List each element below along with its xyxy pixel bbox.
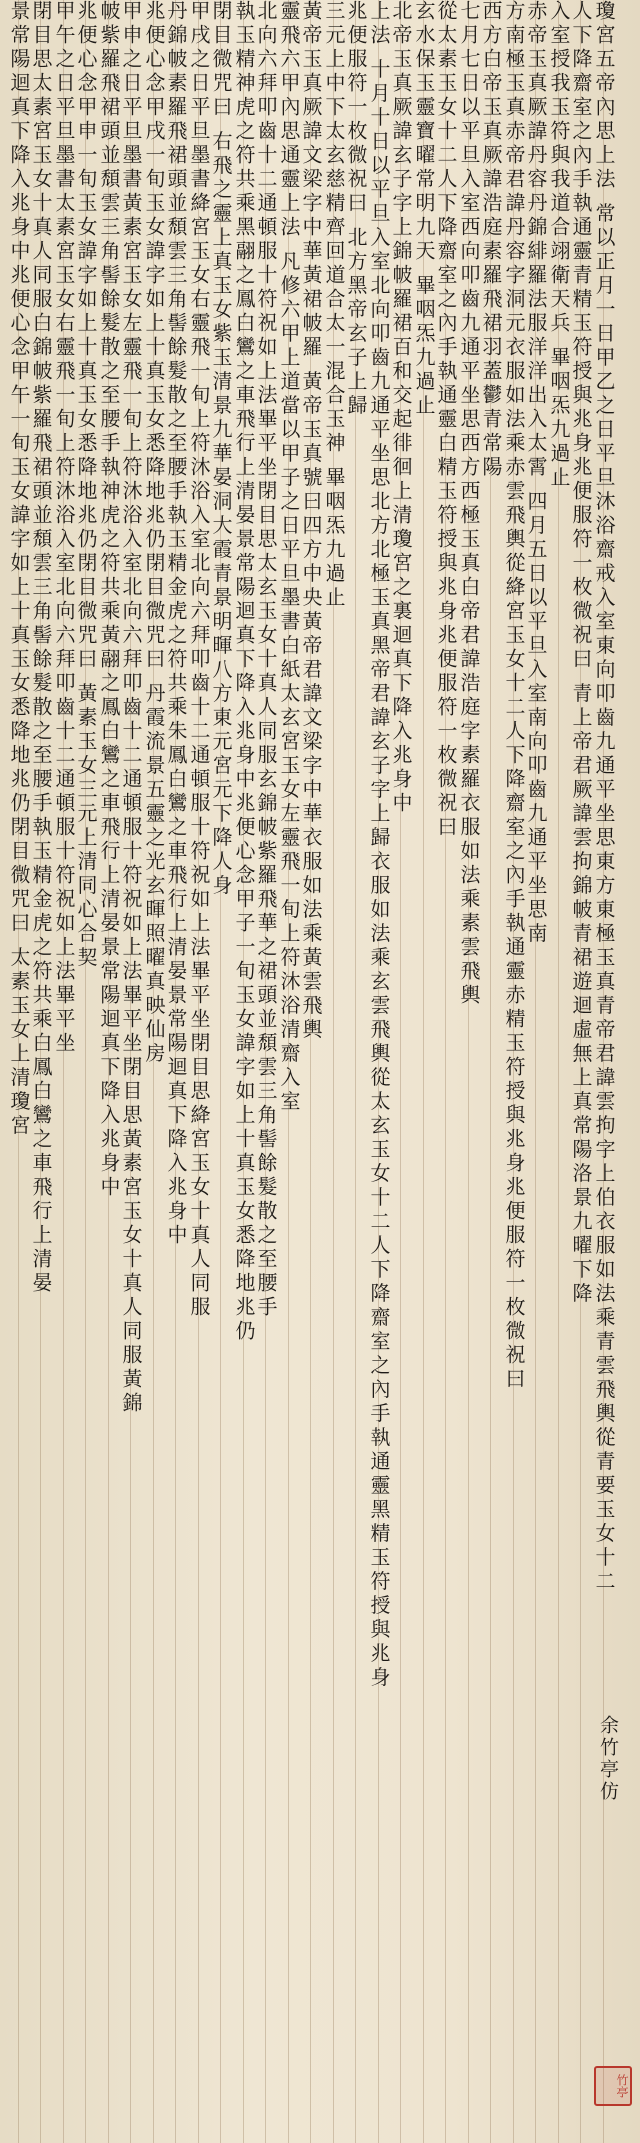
text-column: 七月七日以平旦入室西向叩齒九通平坐思西方西極玉真白帝君諱浩庭字素羅衣服如法乘素雲飛輿 bbox=[457, 0, 481, 1008]
text-column: 兆便服符一枚微祝曰 北方黑帝玄子上歸 bbox=[344, 0, 368, 419]
text-column: 人下降齋室之內手執通靈青精玉符授與兆身兆便服符一枚微祝曰 青上帝君厥諱雲拘錦帔青裙遊迴虛無上真常陽洛景九曜下降 bbox=[569, 0, 593, 1307]
text-column: 玄水保玉靈寶曜常明九天 畢咽炁九過止 bbox=[412, 0, 436, 419]
text-column: 上法 十月十日以平旦入室北向叩齒九通平坐思北方北極玉真黑帝君諱玄子字上歸衣服如法乘玄雲飛輿從太玄玉女十二人下降齋室之內手執通靈黑精玉符授與兆身 bbox=[367, 0, 391, 1691]
text-column: 西方白帝玉真厥諱浩庭素羅飛裙羽蓋鬱青常陽 bbox=[479, 0, 503, 480]
text-column: 赤帝玉真厥諱丹容丹錦緋羅法服洋洋出入太霄 四月五日以平旦入室南向叩齒九通平坐思南 bbox=[524, 0, 548, 947]
text-column: 閉目微咒曰 右飛之靈上真玉女紫玉清景九華晏洞大霞青景明暉八方東元宮元下降人身 bbox=[209, 0, 233, 899]
text-column: 兆便心念甲戌一旬玉女諱字如上十真玉女悉降地兆仍閉目微咒曰 丹霞流景五靈之光玄暉照曜真映仙房 bbox=[142, 0, 166, 1067]
text-column: 甲申之日平旦墨書黃素宮玉女左靈飛一旬上符沐浴入室北向六拜叩齒十二通頓服十符祝如上法畢平坐閉目思黃素宮玉女十真人同服黃錦 bbox=[119, 0, 143, 1416]
text-column: 帔紫羅飛裙頭並頹雲三角髻餘髮散之至腰手執神虎之符共乘黃翮之鳳白鸞之車飛行上清晏景常陽迴真下降入兆身中 bbox=[97, 0, 121, 1200]
text-column: 入室授我玉符與我道合翊衛天兵 畢咽炁九過止 bbox=[547, 0, 571, 491]
signature: 余竹亭仿 bbox=[597, 1715, 619, 1803]
text-column: 三元上中下太玄慈精齊回道合太一混合玉神 畢咽炁九過止 bbox=[322, 0, 346, 611]
text-column: 執玉精神虎之符共乘黑翮之鳳白鸞之車飛行上清晏景常陽迴真下降入兆身中兆便心念甲子一旬玉女諱字如上十真玉女悉降地兆仍 bbox=[232, 0, 256, 1344]
text-column: 瓊宮五帝內思上法 常以正月一日甲乙之日平旦沐浴齋戒入室東向叩齒九通平坐思東方東極玉真青帝君諱雲拘字上伯衣服如法乘青雲飛輿從青要玉女十二 bbox=[592, 0, 616, 1595]
text-column: 景常陽迴真下降入兆身中兆便心念甲午一旬玉女諱字如上十真玉女悉降地兆仍閉目微咒曰 太素玉女上清瓊宮 bbox=[7, 0, 31, 1139]
text-column: 甲午之日平旦墨書太素宮玉女右靈飛一旬上符沐浴入室北向六拜叩齒十二通頓服十符祝如上法畢平坐 bbox=[52, 0, 76, 1056]
text-column: 黃帝玉真厥諱文梁字中華黃裙帔羅 黃帝玉真號曰四方中央黃帝君諱文梁字中華衣服如法乘黃雲飛輿 bbox=[299, 0, 323, 1043]
text-column: 北帝玉真厥諱玄子字上錦帔羅裙百和交起徘徊上清瓊宮之裏迴真下降入兆身中 bbox=[389, 0, 413, 816]
red-seal-stamp: 竹亭 bbox=[594, 2066, 632, 2106]
text-column: 從太素玉女十二人下降齋室之內手執通靈白精玉符授與兆身兆便服符一枚微祝曰 bbox=[434, 0, 458, 840]
text-column: 靈飛六甲內思通靈上法 凡修六甲上道當以甲子之日平旦墨書白紙太玄宮玉女左靈飛一旬上符沐浴清齋入室 bbox=[277, 0, 301, 1115]
text-column: 方南極玉真赤帝君諱丹容字洞元衣服如法乘赤雲飛輿從絳宮玉女十二人下降齋室之內手執通靈赤精玉符授與兆身兆便服符一枚微祝曰 bbox=[502, 0, 526, 1392]
text-column: 丹錦帔素羅飛裙頭並頹雲三角髻餘髮散之至腰手執玉精金虎之符共乘朱鳳白鸞之車飛行上清晏景常陽迴真下降入兆身中 bbox=[164, 0, 188, 1248]
text-column: 兆便心念甲申一旬玉女諱字如上十真玉女悉降地兆仍閉目微咒曰 黃素玉女三元上清同心合契 bbox=[74, 0, 98, 971]
text-column: 閉目思太素宮玉女十真人同服白錦帔紫羅飛裙頭並頹雲三角髻餘髮散之至腰手執玉精金虎之符共乘白鳳白鸞之車飛行上清晏 bbox=[29, 0, 53, 1296]
text-column: 甲戌之日平旦墨書絳宮玉女右靈飛一旬上符沐浴入室北向六拜叩齒十二通頓服十符祝如上法畢平坐閉目思絳宮玉女十真人同服 bbox=[187, 0, 211, 1320]
text-column: 北向六拜叩齒十二通頓服十符祝如上法畢平坐閉目思太玄玉女十真人同服玄錦帔紫羅飛華之裙頭並頹雲三角髻餘髮散之至腰手 bbox=[254, 0, 278, 1320]
